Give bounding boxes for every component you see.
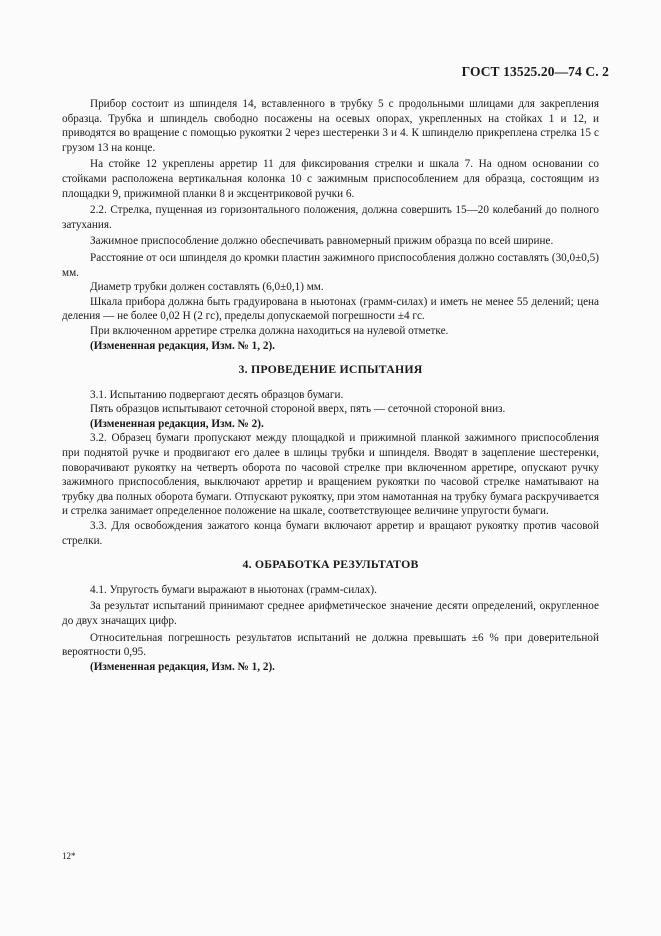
paragraph-2-2: 2.2. Стрелка, пущенная из горизонтального положения, должна совершить 15—20 колебаний до полного затухания.	[62, 204, 599, 231]
section-4-heading: 4. ОБРАБОТКА РЕЗУЛЬТАТОВ	[242, 557, 419, 572]
paragraph-stand-description: На стойке 12 укреплены арретир 11 для фиксирования стрелки и шкала 7. На одном основании со стойками расположена вертикальная колонка 10 с зажимным приспособлением для образца, состоящим из площадки 9, прижимной планки 8 и эксцентриковой ручки 6.	[62, 158, 599, 200]
paragraph-3-1: 3.1. Испытанию подвергают десять образцов бумаги.	[90, 388, 344, 401]
paragraph-scale: Шкала прибора должна быть градуирована в ньютонах (грамм-силах) и иметь не менее 55 делений; цена деления — не более 0,02 Н (2 гс), пределы допускаемой погрешности ±4 гс.	[62, 295, 599, 323]
paragraph-apparatus-description: Прибор состоит из шпинделя 14, вставленного в трубку 5 с продольными шлицами для закрепления образца. Трубка и шпиндель свободно посажены на осевых опорах, укрепленных на стойках 1 и 12, и приводятся во вращение с помощью рукоятки 2 через шестеренки 3 и 4. К шпинделю прикреплена стрелка 15 с грузом 13 на конце.	[62, 98, 599, 154]
paragraph-3-1-sides: Пять образцов испытывают сеточной стороной вверх, пять — сеточной стороной вниз.	[90, 403, 506, 416]
amendment-note: (Измененная редакция, Изм. № 1, 2).	[90, 660, 275, 673]
paragraph-arretir: При включенном арретире стрелка должна находиться на нулевой отметке.	[90, 324, 449, 337]
page-header: ГОСТ 13525.20—74 С. 2	[461, 64, 609, 79]
paragraph-4-1-result: За результат испытаний принимают среднее арифметическое значение десяти определений, округленное до двух значащих цифр.	[62, 600, 599, 627]
paragraph-clamp: Зажимное приспособление должно обеспечивать равномерный прижим образца по всей ширине.	[90, 235, 554, 248]
amendment-note: (Измененная редакция, Изм. № 2).	[90, 417, 264, 430]
page-footer-mark: 12*	[62, 851, 76, 861]
paragraph-3-2: 3.2. Образец бумаги пропускают между площадкой и прижимной планкой зажимного приспособления при поднятой ручке и продвигают его далее в шлицы трубки и шпинделя. Вводят в зацепление шестеренки, поворачивают рукоятку на четверть оборота по часовой стрелке при включенном арретире, опускают ручку зажимного приспособления, выключают арретир и вращением рукоятки по часовой стрелке наматывают на трубку два полных оборота бумаги. Отпускают рукоятку, при этом намотанная на трубку бумага раскручивается и стрелка занимает определенное положение на шкале, соответствующее величине упругости бумаги.	[62, 432, 599, 518]
paragraph-3-3: 3.3. Для освобождения зажатого конца бумаги включают арретир и вращают рукоятку против часовой стрелки.	[62, 520, 599, 547]
document-body	[62, 97, 599, 674]
amendment-note: (Измененная редакция, Изм. № 1, 2).	[90, 339, 275, 352]
paragraph-distance: Расстояние от оси шпинделя до кромки пластин зажимного приспособления должно составлять (30,0±0,5) мм.	[62, 251, 599, 279]
paragraph-4-1-error: Относительная погрешность результатов испытаний не должна превышать ±6 % при доверительной вероятности 0,95.	[62, 631, 599, 659]
paragraph-tube-diameter: Диаметр трубки должен составлять (6,0±0,1) мм.	[90, 281, 324, 294]
section-3-heading: 3. ПРОВЕДЕНИЕ ИСПЫТАНИЯ	[238, 362, 423, 377]
paragraph-4-1: 4.1. Упругость бумаги выражают в ньютонах (грамм-силах).	[90, 583, 377, 596]
